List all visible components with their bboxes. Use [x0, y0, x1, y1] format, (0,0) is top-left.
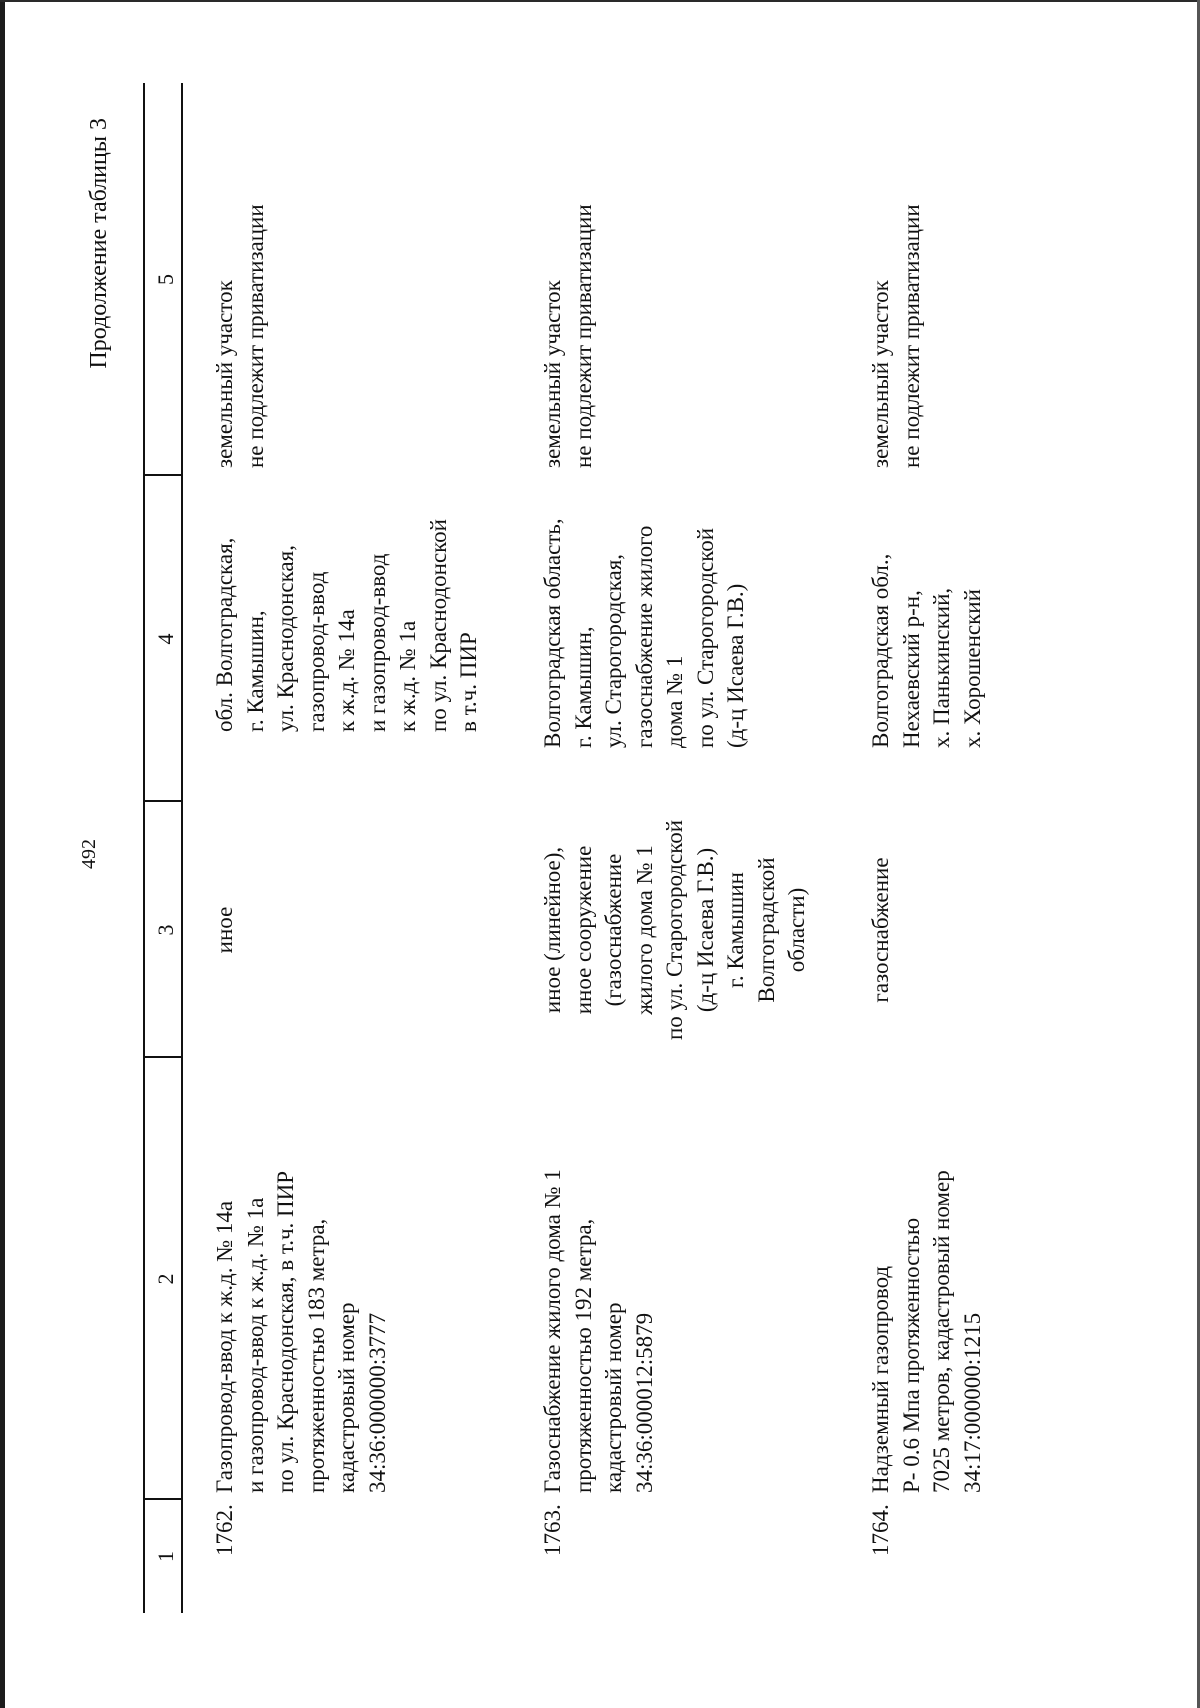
- row-1763-purpose: [538, 802, 813, 1058]
- row-1762-name-line: протяженностью 183 метра,: [303, 1218, 329, 1493]
- row-1764-name: [866, 1170, 988, 1493]
- header-col-3: 3: [153, 924, 178, 936]
- row-1763-name-line: 34:36:000012:5879: [631, 1312, 657, 1493]
- table-top-rule: [143, 83, 145, 1613]
- row-1764-note-line: земельный участок: [868, 280, 893, 468]
- row-1762-purpose-line: иное: [212, 906, 237, 954]
- row-1762-address-line: и газопровод-ввод: [364, 553, 390, 732]
- row-1763-purpose-line: (д-ц Исаева Г.В.): [692, 847, 718, 1013]
- row-1764-name-line: 34:17:000000:1215: [959, 1312, 985, 1493]
- row-1764-address-line: х. Хорошенский: [959, 589, 985, 748]
- row-1764-note: [866, 204, 927, 468]
- row-1763-name: [538, 1169, 660, 1493]
- row-1763-address-line: (д-ц Исаева Г.В.): [723, 583, 748, 748]
- row-1763-address-line: по ул. Старогородской: [692, 527, 718, 748]
- row-1763-name-line: Газоснабжение жилого дома № 1: [540, 1169, 565, 1493]
- row-1764-name-line: Р- 0.6 Мпа протяженностью: [898, 1217, 924, 1493]
- page-number: 492: [78, 839, 100, 869]
- row-1762-address: [210, 519, 485, 732]
- row-1763-address-line: ул. Старогородская,: [601, 553, 626, 748]
- row-1763-purpose-line: Волгоградской: [753, 857, 779, 1003]
- table-caption: Продолжение таблицы 3: [86, 118, 112, 369]
- row-1764-number: 1764.: [868, 1504, 893, 1556]
- row-1762-address-line: обл. Волгоградская,: [212, 537, 237, 732]
- row-1763-purpose-line: области): [784, 887, 809, 973]
- row-1763-purpose-line: г. Камышин: [723, 872, 748, 988]
- row-1764-purpose: [866, 802, 897, 1058]
- row-1762-name-line: 34:36:000000:3777: [364, 1312, 390, 1493]
- header-col-1: 1: [153, 1551, 178, 1562]
- row-1762-name-line: и газопровод-ввод к ж.д. № 1а: [242, 1197, 268, 1493]
- row-1762-address-line: г. Камышин,: [242, 610, 268, 732]
- row-1762-address-line: ул. Краснодонская,: [273, 545, 298, 732]
- row-1762-address-line: в т.ч. ПИР: [456, 632, 481, 732]
- row-1762-address-line: по ул. Краснодонской: [425, 519, 451, 732]
- row-1764-name-line: Надземный газопровод: [868, 1265, 893, 1493]
- row-1763-address-line: Волгоградская область,: [540, 518, 565, 748]
- row-1762-purpose: [210, 802, 241, 1058]
- row-1762-note-line: не подлежит приватизации: [242, 204, 268, 468]
- header-col-4: 4: [153, 633, 178, 645]
- row-1763-note-line: земельный участок: [540, 280, 565, 468]
- row-1762-address-line: к ж.д. № 1а: [395, 620, 420, 732]
- row-1763-address-line: г. Камышин,: [570, 626, 596, 748]
- row-1764-address-line: х. Панькинский,: [929, 587, 954, 748]
- row-1764-address-line: Волгоградская обл.,: [868, 553, 893, 748]
- row-1762-note: [210, 204, 271, 468]
- row-1763-address-line: газоснабжение жилого: [631, 525, 657, 748]
- row-1762-name-line: по ул. Краснодонская, в т.ч. ПИР: [273, 1170, 298, 1493]
- row-1762-address-line: газопровод-ввод: [303, 571, 329, 732]
- row-1762-address-line: к ж.д. № 14а: [334, 609, 359, 732]
- header-col-2: 2: [153, 1273, 178, 1285]
- row-1762-number: 1762.: [212, 1504, 237, 1556]
- row-1762-name-line: кадастровый номер: [334, 1302, 359, 1493]
- row-1763-name-line: протяженностью 192 метра,: [570, 1218, 596, 1493]
- row-1763-purpose-line: по ул. Старогородской: [662, 819, 687, 1041]
- row-1763-address: [538, 518, 752, 748]
- row-1763-number: 1763.: [540, 1504, 565, 1556]
- row-1764-name-line: 7025 метров, кадастровый номер: [929, 1170, 954, 1493]
- table-header-rule: [181, 83, 183, 1613]
- row-1763-name-line: кадастровый номер: [601, 1302, 626, 1493]
- header-col-5: 5: [153, 274, 178, 285]
- row-1763-purpose-line: иное сооружение: [570, 845, 596, 1015]
- row-1764-address-line: Нехаевский р-н,: [898, 590, 924, 748]
- row-1762-name: [210, 1171, 393, 1493]
- row-1764-note-line: не подлежит приватизации: [898, 204, 924, 468]
- row-1762-note-line: земельный участок: [212, 280, 237, 468]
- row-1764-address: [866, 554, 988, 748]
- row-1763-note: [538, 204, 599, 468]
- row-1763-purpose-line: жилого дома № 1: [631, 845, 657, 1015]
- row-1762-name-line: Газопровод-ввод к ж.д. № 14а: [212, 1200, 237, 1493]
- row-1764-purpose-line: газоснабжение: [868, 857, 893, 1003]
- row-1763-note-line: не подлежит приватизации: [570, 204, 596, 468]
- row-1763-purpose-line: иное (линейное),: [540, 846, 565, 1014]
- row-1763-address-line: дома № 1: [662, 655, 687, 748]
- row-1763-purpose-line: (газоснабжение: [601, 853, 626, 1007]
